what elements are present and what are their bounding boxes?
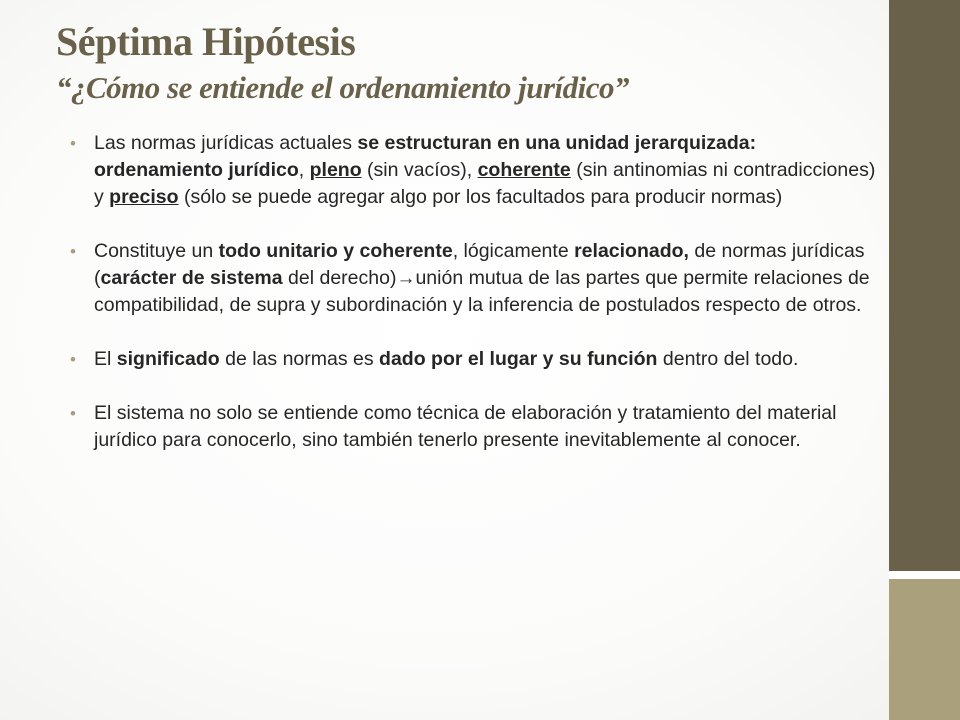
text-segment: Las normas jurídicas actuales (94, 132, 358, 154)
arrow-icon: → (396, 268, 416, 289)
text-segment: todo unitario y coherente (218, 240, 453, 262)
text-segment: de normas jurídicas ( (94, 240, 865, 289)
text-segment: El (94, 348, 117, 370)
title-subtitle: “¿Cómo se entiende el ordenamiento jurídico” (56, 70, 630, 105)
text-segment: carácter de sistema (100, 267, 283, 289)
text-segment: (sólo se puede agregar algo por los facultados para producir normas) (178, 186, 783, 208)
text-segment: de las normas es (219, 348, 380, 370)
text-segment: coherente (477, 159, 571, 181)
text-segment: significado (116, 348, 220, 370)
bullet-item (70, 130, 880, 211)
bullet-dot-icon: • (70, 350, 76, 369)
sidebar-divider (889, 571, 960, 579)
text-segment: El sistema no solo se entiende como técnica de elaboración y tratamiento del material jurídico para conocerlo, sino también tenerlo presente inevitablemente al conocer. (94, 402, 837, 451)
text-segment: se estructuran en una unidad jerarquizada: ordenamiento jurídico (94, 132, 757, 181)
text-segment: relacionado, (574, 240, 689, 262)
bullet-text (94, 240, 870, 316)
bullet-dot-icon: • (70, 134, 76, 153)
bullet-list (70, 130, 880, 481)
sidebar-light-band (889, 579, 960, 720)
bullet-dot-icon: • (70, 242, 76, 261)
text-segment: , lógicamente (452, 240, 575, 262)
text-segment: , (298, 159, 310, 181)
text-segment: pleno (309, 159, 362, 181)
text-segment: dado por el lugar y su función (379, 348, 658, 370)
bullet-text (94, 348, 798, 370)
text-segment: (sin antinomias ni contradicciones) y (94, 159, 876, 208)
bullet-text (94, 132, 875, 208)
sidebar-dark-band (889, 0, 960, 571)
text-segment: preciso (109, 186, 179, 208)
text-segment: unión mutua de las partes que permite relaciones de compatibilidad, de supra y subordinación y la inferencia de postulados respecto de otros. (94, 267, 870, 316)
text-segment: dentro del todo. (657, 348, 799, 370)
bullet-item (70, 346, 880, 373)
title-main: Séptima Hipótesis (56, 19, 356, 64)
bullet-dot-icon: • (70, 404, 76, 423)
slide-title (56, 16, 876, 108)
bullet-item (70, 238, 880, 319)
text-segment: del derecho) (282, 267, 397, 289)
bullet-item (70, 400, 880, 454)
bullet-text (94, 402, 837, 451)
text-segment: Constituye un (94, 240, 219, 262)
text-segment: (sin vacíos), (361, 159, 478, 181)
